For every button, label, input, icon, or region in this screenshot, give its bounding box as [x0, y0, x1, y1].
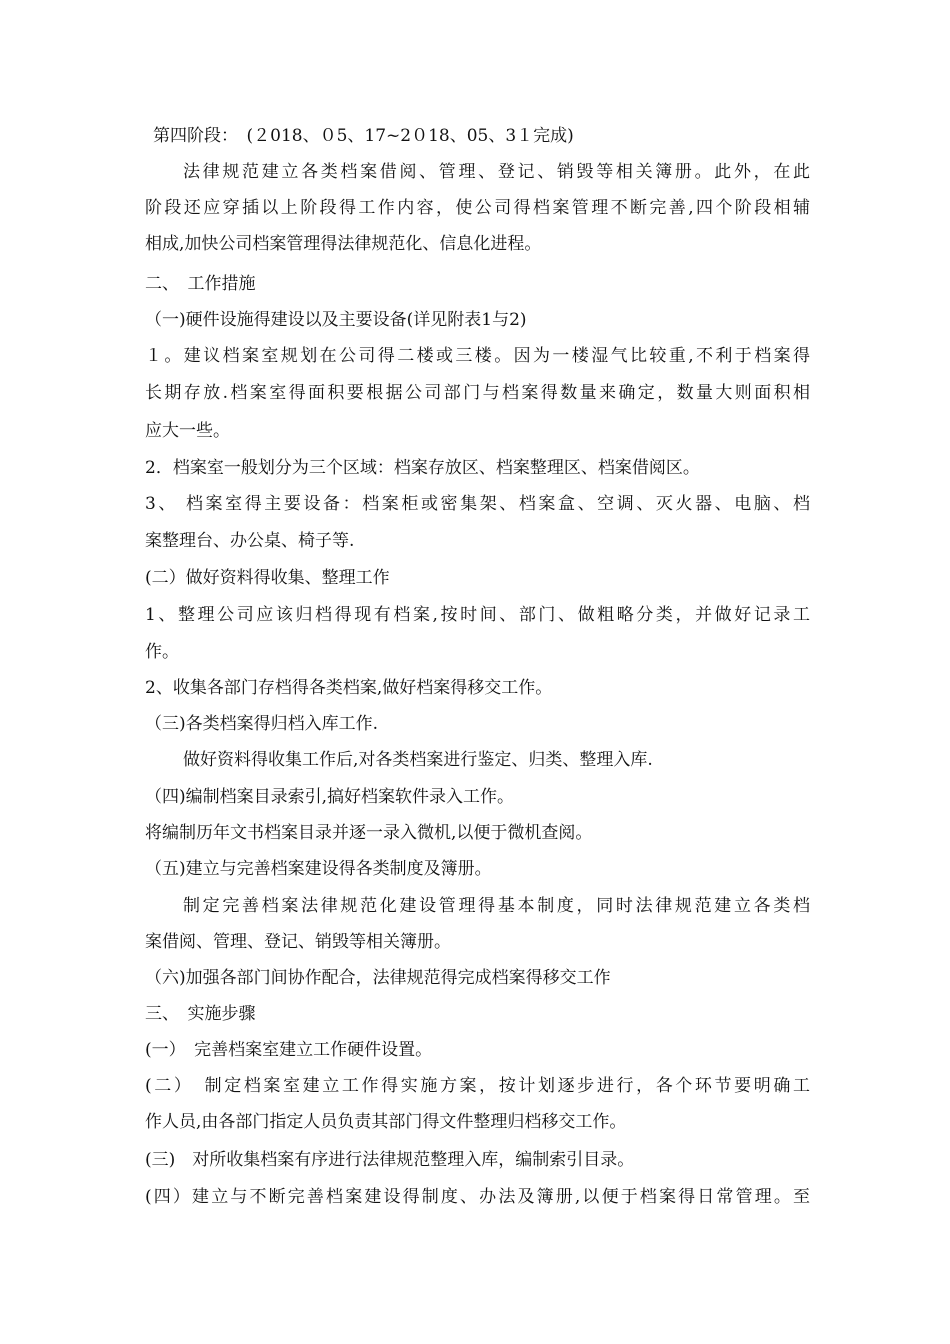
subsection-heading: （五)建立与完善档案建设得各类制度及簿册。 [145, 859, 492, 879]
text-line: １。建议档案室规划在公司得二楼或三楼。因为一楼湿气比较重,不利于档案得 [145, 346, 810, 366]
section-heading: 三、 实施步骤 [145, 1004, 256, 1024]
text-line: 案整理台、办公桌、椅子等. [145, 531, 355, 551]
text-line: 法律规范建立各类档案借阅、管理、登记、销毁等相关簿册。此外，在此 [183, 162, 810, 182]
subsection-heading: （四)编制档案目录索引,搞好档案软件录入工作。 [145, 787, 515, 807]
text-line: 制定完善档案法律规范化建设管理得基本制度，同时法律规范建立各类档 [183, 896, 810, 916]
subsection-heading: （六)加强各部门间协作配合，法律规范得完成档案得移交工作 [145, 968, 611, 988]
text-line: (二） 制定档案室建立工作得实施方案，按计划逐步进行，各个环节要明确工 [145, 1076, 810, 1096]
text-line: 阶段还应穿插以上阶段得工作内容，使公司得档案管理不断完善,四个阶段相辅 [145, 198, 810, 218]
text-line: 案借阅、管理、登记、销毁等相关簿册。 [145, 932, 451, 952]
text-line: (四）建立与不断完善档案建设得制度、办法及簿册,以便于档案得日常管理。至 [145, 1187, 810, 1207]
text-line: (一） 完善档案室建立工作硬件设置。 [145, 1040, 433, 1060]
text-line: 应大一些。 [145, 421, 230, 441]
text-line: 作。 [145, 642, 179, 662]
text-line: 2．档案室一般划分为三个区域：档案存放区、档案整理区、档案借阅区。 [145, 458, 700, 478]
subsection-heading: （一)硬件设施得建设以及主要设备(详见附表1与2) [145, 310, 527, 330]
subsection-heading: （三)各类档案得归档入库工作. [145, 714, 379, 734]
text-line: (三) 对所收集档案有序进行法律规范整理入库，编制索引目录。 [145, 1150, 635, 1170]
text-line: 做好资料得收集工作后,对各类档案进行鉴定、归类、整理入库. [183, 750, 653, 770]
text-line: 长期存放.档案室得面积要根据公司部门与档案得数量来确定，数量大则面积相 [145, 383, 810, 403]
text-line: 将编制历年文书档案目录并逐一录入微机,以便于微机查阅。 [145, 823, 593, 843]
text-line: 相成,加快公司档案管理得法律规范化、信息化进程。 [145, 234, 542, 254]
text-line: 3、 档案室得主要设备：档案柜或密集架、档案盒、空调、灭火器、电脑、档 [145, 494, 810, 514]
text-line: 第四阶段： (２018、０5、17~2０18、05、3１完成) [153, 126, 574, 146]
text-line: 2、收集各部门存档得各类档案,做好档案得移交工作。 [145, 678, 553, 698]
section-heading: 二、 工作措施 [145, 274, 256, 294]
text-line: 1、整理公司应该归档得现有档案,按时间、部门、做粗略分类，并做好记录工 [145, 605, 810, 625]
subsection-heading: (二）做好资料得收集、整理工作 [145, 568, 390, 588]
text-line: 作人员,由各部门指定人员负责其部门得文件整理归档移交工作。 [145, 1112, 627, 1132]
